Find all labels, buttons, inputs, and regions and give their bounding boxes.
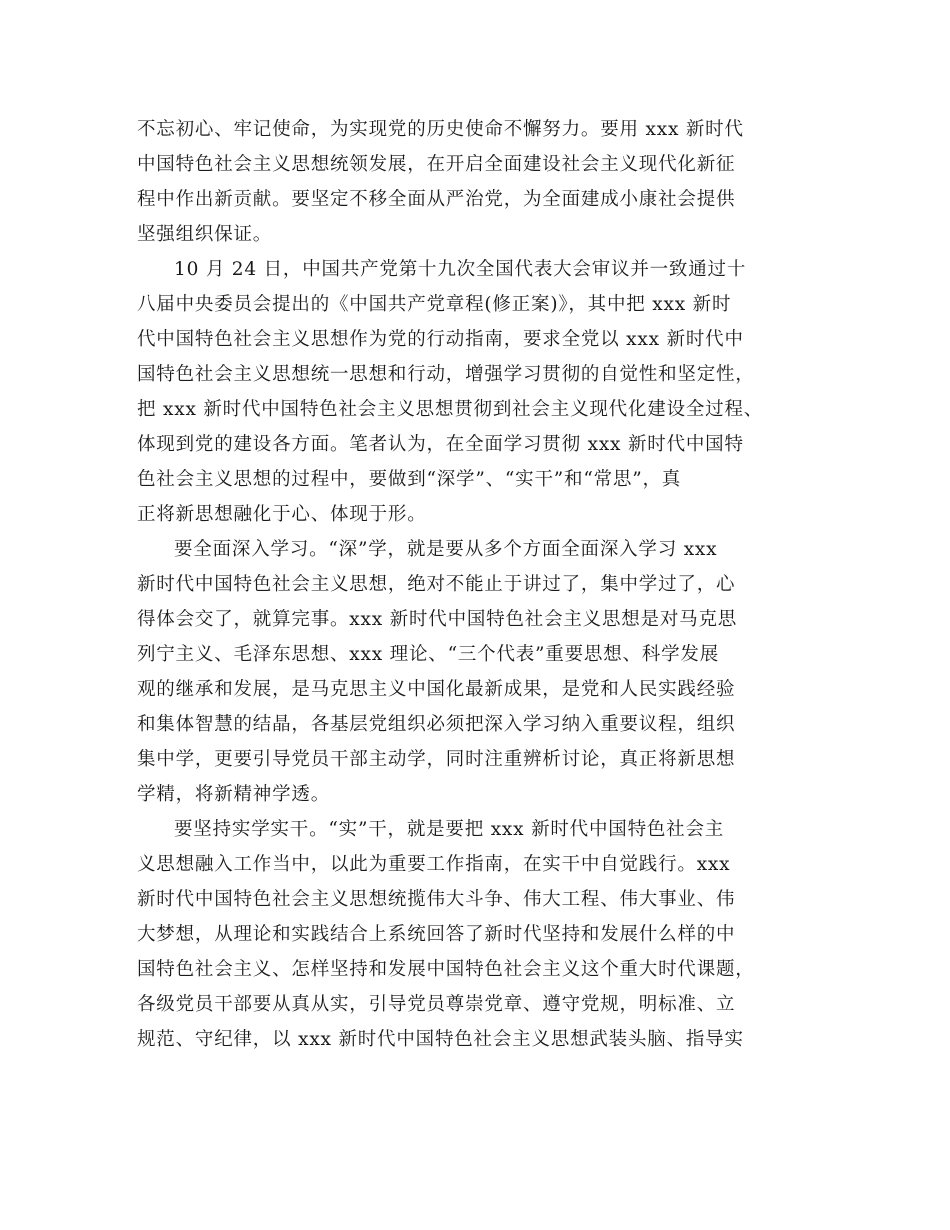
text-line: 体现到党的建设各方面。笔者认为，在全面学习贯彻 xxx 新时代中国特 [137, 434, 744, 455]
text-line: 八届中央委员会提出的《中国共产党章程(修正案)》，其中把 xxx 新时 [137, 294, 732, 315]
text-line: 坚强组织保证。 [137, 224, 273, 245]
text-line: 各级党员干部要从真从实，引导党员尊崇党章、遵守党规，明标准、立 [137, 994, 736, 1015]
text-line: 新时代中国特色社会主义思想统揽伟大斗争、伟大工程、伟大事业、伟 [137, 889, 736, 910]
document-body [137, 112, 820, 1057]
text-line: 中国特色社会主义思想统领发展，在开启全面建设社会主义现代化新征 [137, 154, 736, 175]
text-line: 10 月 24 日，中国共产党第十九次全国代表大会审议并一致通过十 [174, 259, 747, 280]
text-line: 要全面深入学习。“深”学，就是要从多个方面全面深入学习 xxx [174, 539, 718, 560]
text-line: 程中作出新贡献。要坚定不移全面从严治党，为全面建成小康社会提供 [137, 189, 736, 210]
text-line: 学精，将新精神学透。 [137, 784, 331, 805]
text-line: 代中国特色社会主义思想作为党的行动指南，要求全党以 xxx 新时代中 [137, 329, 744, 350]
text-line: 观的继承和发展，是马克思主义中国化最新成果，是党和人民实践经验 [137, 679, 736, 700]
text-line: 义思想融入工作当中，以此为重要工作指南，在实干中自觉践行。xxx [137, 854, 731, 875]
text-line: 列宁主义、毛泽东思想、xxx 理论、“三个代表”重要思想、科学发展 [137, 644, 719, 665]
paragraph-2 [137, 252, 820, 532]
text-line: 和集体智慧的结晶，各基层党组织必须把深入学习纳入重要议程，组织 [137, 714, 736, 735]
text-line: 色社会主义思想的过程中，要做到“深学”、“实干”和“常思”，真 [137, 469, 682, 490]
text-line: 得体会交了，就算完事。xxx 新时代中国特色社会主义思想是对马克思 [137, 609, 738, 630]
text-line: 不忘初心、牢记使命，为实现党的历史使命不懈努力。要用 xxx 新时代 [137, 119, 744, 140]
text-line: 要坚持实学实干。“实”干，就是要把 xxx 新时代中国特色社会主 [174, 819, 725, 840]
text-line: 国特色社会主义、怎样坚持和发展中国特色社会主义这个重大时代课题， [137, 959, 755, 980]
text-line: 规范、守纪律，以 xxx 新时代中国特色社会主义思想武装头脑、指导实 [137, 1029, 744, 1050]
paragraph-4 [137, 812, 820, 1057]
text-line: 大梦想，从理论和实践结合上系统回答了新时代坚持和发展什么样的中 [137, 924, 736, 945]
text-line: 国特色社会主义思想统一思想和行动，增强学习贯彻的自觉性和坚定性， [137, 364, 755, 385]
paragraph-3 [137, 532, 820, 812]
text-line: 集中学，更要引导党员干部主动学，同时注重辨析讨论，真正将新思想 [137, 749, 736, 770]
paragraph-1 [137, 112, 820, 252]
text-line: 正将新思想融化于心、体现于形。 [137, 504, 427, 525]
text-line: 新时代中国特色社会主义思想，绝对不能止于讲过了，集中学过了，心 [137, 574, 736, 595]
text-line: 把 xxx 新时代中国特色社会主义思想贯彻到社会主义现代化建设全过程、 [137, 399, 764, 420]
